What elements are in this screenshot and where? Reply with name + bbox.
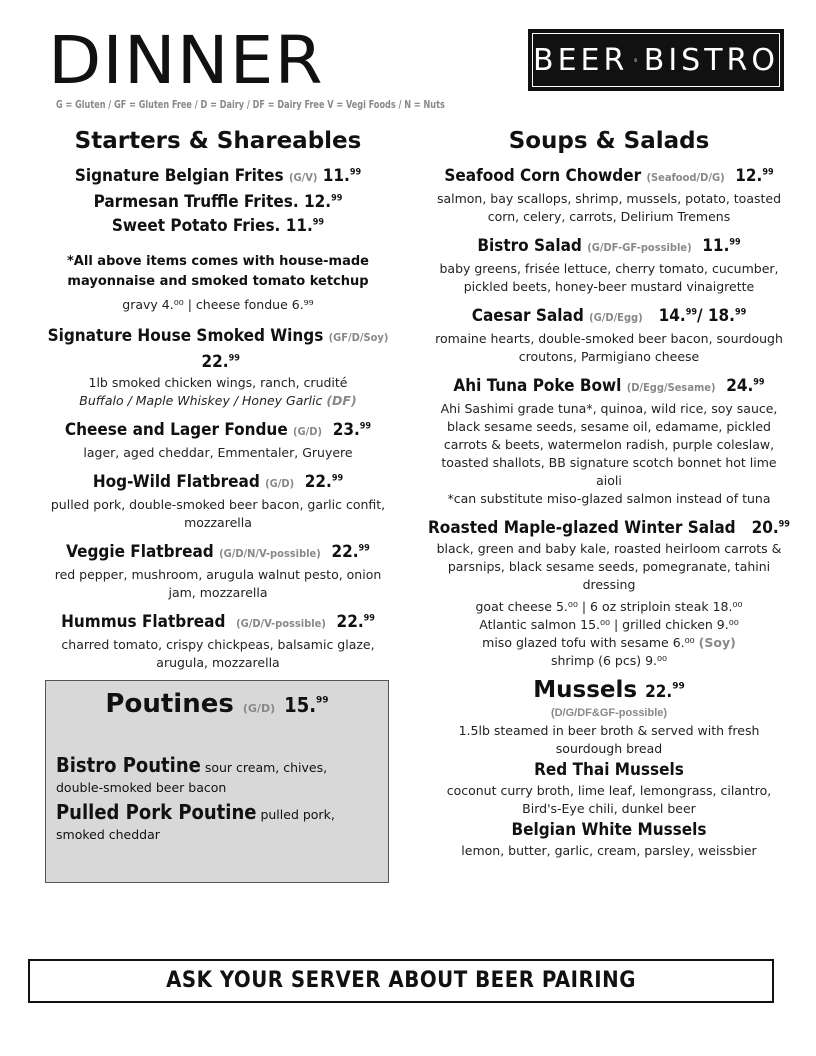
item-name: Bistro Salad	[477, 236, 582, 256]
item-note: *can substitute miso-glazed salmon instead of tuna	[447, 491, 771, 506]
mussels-item-name: Red Thai Mussels	[534, 760, 684, 780]
menu-item-poke	[428, 374, 790, 508]
mussels-heading: Mussels	[533, 677, 638, 703]
item-desc: red pepper, mushroom, arugula walnut pesto, onion jam, mozzarella	[54, 567, 382, 600]
poutines-box	[45, 680, 389, 883]
item-desc: Ahi Sashimi grade tuna*, quinoa, wild rice, soy sauce, black sesame seeds, sesame oil, edamame, pickled carrots & beets, watermelon radish, purple coleslaw, toasted shallots, BB signature scotch bonnet hot lime aioli	[440, 401, 778, 488]
item-cents: 99	[228, 353, 240, 364]
item-name: Hummus Flatbread	[61, 612, 226, 632]
soups-heading: Soups & Salads	[508, 128, 710, 154]
menu-item-veggie	[40, 540, 396, 602]
item-price: 22.	[331, 542, 359, 562]
item-cents: 99	[685, 307, 697, 318]
beer-bistro-logo	[528, 29, 784, 91]
menu-item-bistro-salad	[428, 234, 790, 296]
poutine-item	[46, 755, 388, 798]
item-price: 11.	[285, 216, 313, 236]
item-tag: (Seafood/D/G)	[646, 171, 725, 184]
item-price: 12.	[304, 192, 332, 212]
frites-note: *All above items comes with house-made mayonnaise and smoked tomato ketchup	[67, 254, 369, 289]
item-tag: (D/Egg/Sesame)	[626, 381, 716, 394]
item-price: 22.	[336, 612, 364, 632]
mussels-item-desc: coconut curry broth, lime leaf, lemongrass, cilantro, Bird's-Eye chili, dunkel beer	[446, 783, 772, 816]
item-name: Hog-Wild Flatbread	[92, 472, 260, 492]
starters-heading: Starters & Shareables	[74, 128, 362, 154]
starters-section	[40, 128, 396, 680]
item-cents: 99	[359, 421, 372, 432]
page-title: DINNER	[48, 22, 324, 99]
item-desc: lager, aged cheddar, Emmentaler, Gruyere	[83, 445, 353, 460]
item-tag: (G/D/V-possible)	[236, 617, 326, 630]
item-price: 24.	[726, 376, 754, 396]
item-cents: 99	[729, 237, 741, 248]
item-cents: 99	[331, 473, 344, 484]
addon-line: miso glazed tofu with sesame 6.⁰⁰	[482, 635, 695, 650]
mussels-price: 22.	[645, 682, 673, 702]
frites-addons: gravy 4.⁰⁰ | cheese fondue 6.⁹⁹	[122, 297, 314, 312]
mussels-item-desc: lemon, butter, garlic, cream, parsley, weissbier	[461, 843, 757, 858]
item-desc: charred tomato, crispy chickpeas, balsamic glaze, arugula, mozzarella	[61, 637, 375, 670]
logo-text-right: BISTRO	[643, 42, 779, 78]
poutines-cents: 99	[316, 695, 329, 706]
item-tag: (G/D)	[293, 425, 323, 438]
item-cents: 99	[358, 543, 370, 554]
menu-item-hog-wild	[40, 470, 396, 532]
item-cents: 99	[762, 167, 774, 178]
item-tag: (GF/D/Soy)	[328, 331, 389, 344]
salad-addons	[428, 598, 790, 670]
menu-item-winter-salad	[428, 516, 790, 594]
poutine-desc: sour cream, chives, double-smoked beer bacon	[56, 760, 328, 795]
frites-item	[40, 214, 396, 238]
item-price: 11.	[322, 166, 350, 186]
poutines-title: Poutines	[105, 689, 234, 719]
item-name: Seafood Corn Chowder	[444, 166, 642, 186]
poutines-tag: (G/D)	[242, 702, 276, 715]
logo-text-left: BEER	[533, 42, 629, 78]
beer-pairing-banner: ASK YOUR SERVER ABOUT BEER PAIRING	[28, 959, 774, 1003]
item-desc: pulled pork, double-smoked beer bacon, garlic confit, mozzarella	[50, 497, 386, 530]
item-cents: 99	[778, 519, 790, 530]
item-price: 20.	[751, 518, 779, 538]
item-name: Caesar Salad	[471, 306, 584, 326]
item-tag: (G/D/Egg)	[589, 311, 643, 324]
poutine-item	[46, 802, 388, 845]
item-name: Signature Belgian Frites	[74, 166, 284, 186]
mussels-tag: (D/G/DF&GF-possible)	[550, 707, 668, 719]
item-name: Signature House Smoked Wings	[47, 326, 324, 346]
addon-tag: (Soy)	[698, 635, 736, 650]
addon-line: shrimp (6 pcs) 9.⁰⁰	[550, 653, 668, 668]
item-desc: baby greens, frisée lettuce, cherry tomato, cucumber, pickled beets, honey-beer mustard vinaigrette	[439, 261, 779, 294]
addon-line: goat cheese 5.⁰⁰ | 6 oz striploin steak 18.⁰⁰	[475, 599, 743, 614]
item-flavors: Buffalo / Maple Whiskey / Honey Garlic	[79, 393, 323, 408]
soups-section	[428, 128, 790, 860]
item-desc: black, green and baby kale, roasted heirloom carrots & parsnips, black sesame seeds, pomegranate, tahini dressing	[436, 541, 782, 592]
menu-item-caesar	[428, 304, 790, 366]
item-tag: (G/D)	[265, 477, 295, 490]
item-name: Cheese and Lager Fondue	[64, 420, 288, 440]
item-name: Parmesan Truffle Frites.	[93, 192, 299, 212]
item-price: 12.	[735, 166, 763, 186]
item-price: 22.	[304, 472, 332, 492]
menu-item-fondue	[40, 418, 396, 462]
mussels-cents: 99	[672, 681, 685, 692]
poutines-heading	[46, 689, 388, 719]
item-price: 14.	[658, 306, 686, 326]
poutines-price: 15.	[284, 693, 317, 717]
item-cents: 99	[349, 167, 362, 178]
poutine-name: Pulled Pork Poutine	[56, 800, 257, 824]
item-cents: 99	[753, 377, 765, 388]
menu-item-hummus	[40, 610, 396, 672]
item-name: Roasted Maple-glazed Winter Salad	[428, 518, 736, 538]
menu-item-wings	[40, 324, 396, 410]
addon-line: Atlantic salmon 15.⁰⁰ | grilled chicken 9.⁰⁰	[479, 617, 739, 632]
item-cents: 99	[312, 217, 325, 228]
item-price-large: / 18.	[696, 306, 735, 326]
poutine-name: Bistro Poutine	[56, 753, 201, 777]
item-cents-large: 99	[735, 307, 747, 318]
item-cents: 99	[331, 193, 343, 204]
item-cents: 99	[363, 613, 375, 624]
item-tag: (G/D/N/V-possible)	[219, 547, 321, 560]
item-name: Veggie Flatbread	[66, 542, 214, 562]
item-name: Ahi Tuna Poke Bowl	[453, 376, 622, 396]
menu-item-chowder	[428, 164, 790, 226]
item-tag: (DF)	[326, 393, 357, 408]
frites-item	[40, 164, 396, 190]
allergen-legend: G = Gluten / GF = Gluten Free / D = Dairy / DF = Dairy Free V = Vegi Foods / N = Nuts	[56, 98, 445, 111]
item-tag: (G/DF-GF-possible)	[587, 241, 692, 254]
frites-item	[40, 190, 396, 214]
item-name: Sweet Potato Fries.	[111, 216, 281, 236]
mussels-desc: 1.5lb steamed in beer broth & served with fresh sourdough bread	[458, 723, 760, 756]
item-desc: salmon, bay scallops, shrimp, mussels, potato, toasted corn, celery, carrots, Delirium Tremens	[436, 191, 782, 224]
item-price: 23.	[332, 420, 360, 440]
hop-icon	[634, 46, 637, 74]
item-price: 22.	[201, 352, 229, 372]
poutine-desc: pulled pork, smoked cheddar	[56, 807, 335, 842]
mussels-section	[428, 676, 790, 860]
mussels-item-name: Belgian White Mussels	[511, 820, 707, 840]
item-tag: (G/V)	[288, 171, 318, 184]
item-desc: romaine hearts, double-smoked beer bacon, sourdough croutons, Parmigiano cheese	[435, 331, 783, 364]
item-desc: 1lb smoked chicken wings, ranch, crudité	[88, 375, 348, 390]
item-price: 11.	[702, 236, 730, 256]
